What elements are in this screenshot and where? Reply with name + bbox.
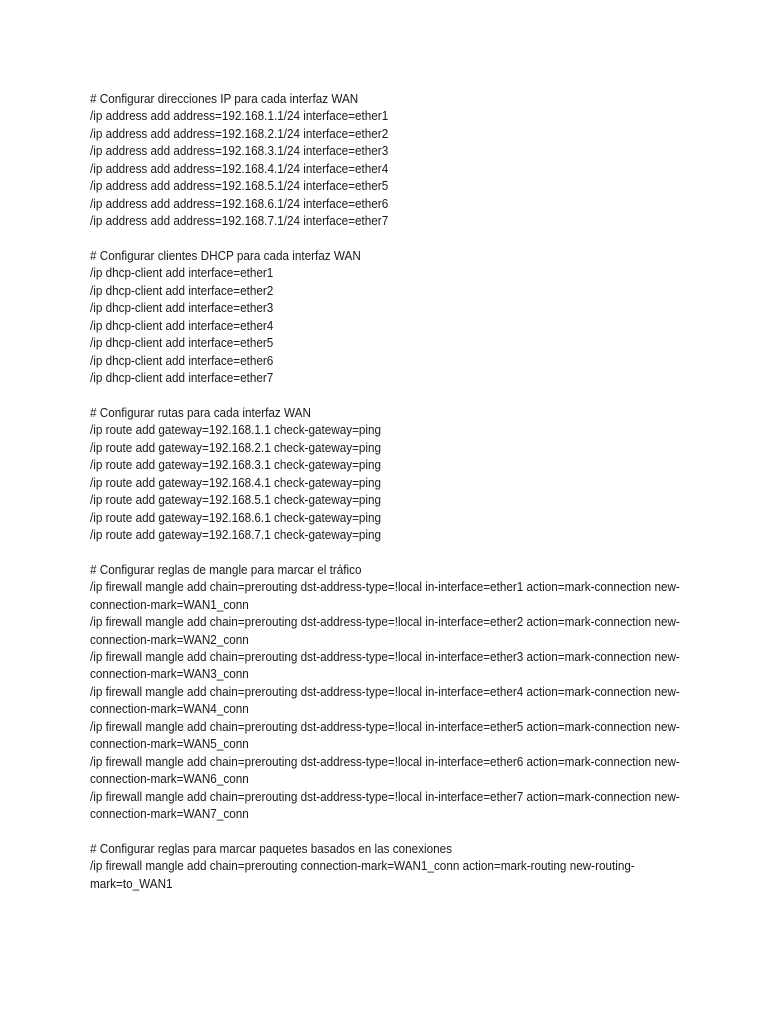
command-line: /ip address add address=192.168.3.1/24 interface=ether3 xyxy=(90,144,389,159)
command-line: /ip route add gateway=192.168.4.1 check-gateway=ping xyxy=(90,475,382,490)
section-heading-routes: # Configurar rutas para cada interfaz WAN xyxy=(90,405,311,420)
command-line-continuation: connection-mark=WAN3_conn xyxy=(90,667,249,682)
command-line: /ip firewall mangle add chain=prerouting dst-address-type=!local in-interface=ether7 action=mark-connection new- xyxy=(90,789,680,804)
command-line: /ip firewall mangle add chain=prerouting dst-address-type=!local in-interface=ether6 action=mark-connection new- xyxy=(90,754,680,769)
command-line: /ip route add gateway=192.168.3.1 check-gateway=ping xyxy=(90,458,382,473)
section-heading-mangle-packets: # Configurar reglas para marcar paquetes basados en las conexiones xyxy=(90,841,453,856)
command-line: /ip dhcp-client add interface=ether6 xyxy=(90,353,274,368)
command-line: /ip firewall mangle add chain=prerouting dst-address-type=!local in-interface=ether2 action=mark-connection new- xyxy=(90,615,680,630)
command-line: /ip address add address=192.168.4.1/24 interface=ether4 xyxy=(90,161,389,176)
command-line: /ip dhcp-client add interface=ether5 xyxy=(90,336,274,351)
command-line-continuation: connection-mark=WAN2_conn xyxy=(90,632,249,647)
paragraph-gap xyxy=(90,823,629,840)
command-line-continuation: connection-mark=WAN1_conn xyxy=(90,597,249,612)
paragraph-gap xyxy=(90,231,629,248)
section-heading-ip-addresses: # Configurar direcciones IP para cada interfaz WAN xyxy=(90,92,359,106)
command-line: /ip firewall mangle add chain=prerouting dst-address-type=!local in-interface=ether3 action=mark-connection new- xyxy=(90,650,680,664)
document-body xyxy=(90,91,680,893)
command-line: /ip firewall mangle add chain=prerouting connection-mark=WAN1_conn action=mark-routing new-routing- xyxy=(90,859,635,874)
command-line-continuation: connection-mark=WAN5_conn xyxy=(90,737,249,752)
command-line: /ip address add address=192.168.7.1/24 interface=ether7 xyxy=(90,214,389,229)
command-line: /ip dhcp-client add interface=ether1 xyxy=(90,266,274,281)
command-line: /ip address add address=192.168.5.1/24 interface=ether5 xyxy=(90,179,389,194)
command-line: /ip firewall mangle add chain=prerouting dst-address-type=!local in-interface=ether4 action=mark-connection new- xyxy=(90,684,680,699)
command-line: /ip address add address=192.168.6.1/24 interface=ether6 xyxy=(90,196,389,211)
command-line: /ip firewall mangle add chain=prerouting dst-address-type=!local in-interface=ether1 action=mark-connection new- xyxy=(90,580,680,595)
section-heading-dhcp-clients: # Configurar clientes DHCP para cada interfaz WAN xyxy=(90,248,361,263)
command-line-continuation: connection-mark=WAN4_conn xyxy=(90,702,249,717)
command-line-continuation: connection-mark=WAN6_conn xyxy=(90,772,249,787)
command-line: /ip dhcp-client add interface=ether7 xyxy=(90,371,274,385)
command-line: /ip dhcp-client add interface=ether4 xyxy=(90,318,274,333)
command-line: /ip address add address=192.168.1.1/24 interface=ether1 xyxy=(90,109,389,124)
command-line: /ip route add gateway=192.168.5.1 check-gateway=ping xyxy=(90,493,382,508)
command-line: /ip route add gateway=192.168.7.1 check-gateway=ping xyxy=(90,527,382,542)
paragraph-gap xyxy=(90,544,629,561)
command-line: /ip dhcp-client add interface=ether3 xyxy=(90,301,274,316)
command-line: /ip address add address=192.168.2.1/24 interface=ether2 xyxy=(90,126,389,141)
command-line: /ip route add gateway=192.168.6.1 check-gateway=ping xyxy=(90,510,382,525)
command-line-continuation: mark=to_WAN1 xyxy=(90,876,173,891)
command-line: /ip firewall mangle add chain=prerouting dst-address-type=!local in-interface=ether5 action=mark-connection new- xyxy=(90,719,680,734)
command-line: /ip dhcp-client add interface=ether2 xyxy=(90,283,274,298)
command-line: /ip route add gateway=192.168.1.1 check-gateway=ping xyxy=(90,423,382,438)
command-line: /ip route add gateway=192.168.2.1 check-gateway=ping xyxy=(90,440,382,455)
section-heading-mangle-connections: # Configurar reglas de mangle para marcar el tráfico xyxy=(90,562,362,577)
command-line-continuation: connection-mark=WAN7_conn xyxy=(90,806,249,821)
paragraph-gap xyxy=(90,387,629,404)
